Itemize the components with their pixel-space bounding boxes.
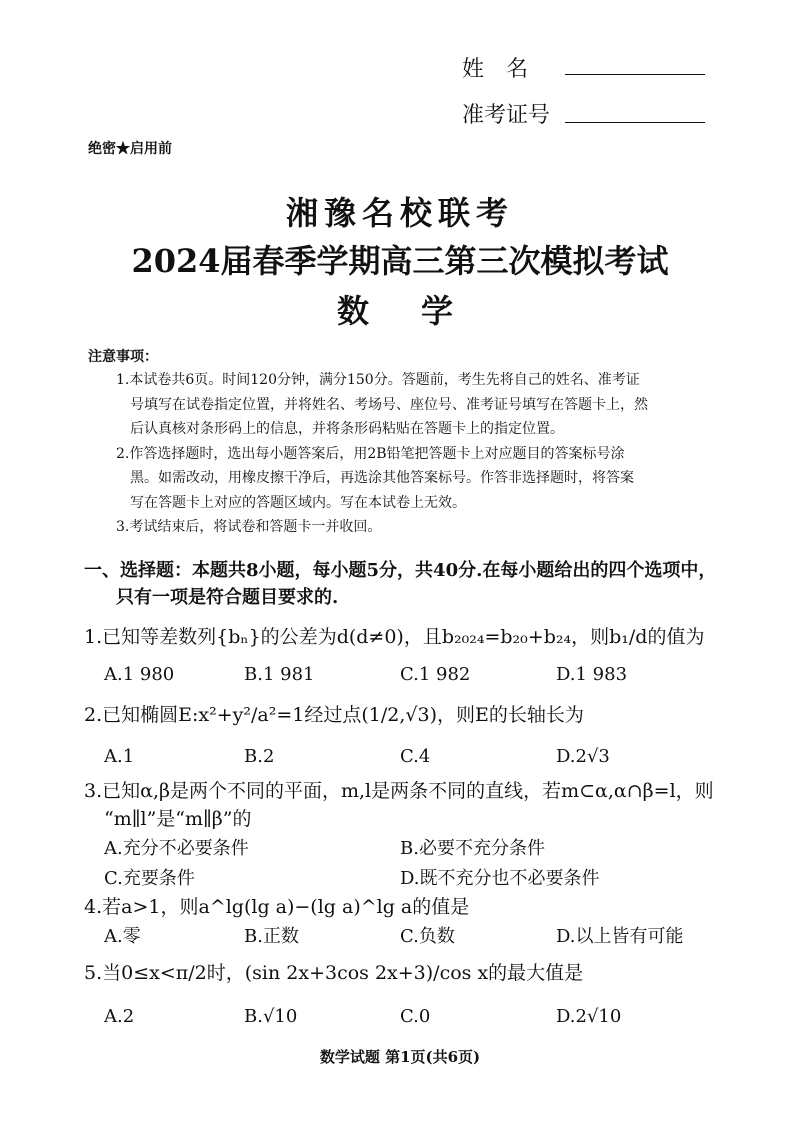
question-2-stem: 2.已知椭圆E:x²+y²/a²=1经过点(1/2,√3)，则E的长轴长为 xyxy=(84,704,584,726)
note-line: 号填写在试卷指定位置，并将姓名、考场号、座位号、准考证号填写在答题卡上，然 xyxy=(130,396,648,413)
q4-option-b[interactable]: B.正数 xyxy=(244,926,299,947)
q4-option-c[interactable]: C.负数 xyxy=(400,926,455,947)
question-1-stem: 1.已知等差数列{bₙ}的公差为d(d≠0)，且b₂₀₂₄=b₂₀+b₂₄，则b₁/d的值为 xyxy=(84,626,705,648)
notes-list xyxy=(116,368,648,540)
notes-heading: 注意事项： xyxy=(88,349,158,365)
q3-option-b[interactable]: B.必要不充分条件 xyxy=(400,838,545,859)
note-line: 1.本试卷共6页。时间120分钟，满分150分。答题前，考生先将自己的姓名、准考证 xyxy=(116,372,640,388)
page-footer: 数学试题 第1页(共6页) xyxy=(319,1048,481,1066)
q4-option-a[interactable]: A.零 xyxy=(104,926,141,947)
q3-option-c[interactable]: C.充要条件 xyxy=(104,868,195,889)
note-line: 写在答题卡上对应的答题区域内。写在本试卷上无效。 xyxy=(130,494,466,511)
name-label: 姓 名 xyxy=(462,57,529,82)
secret-mark: 绝密★启用前 xyxy=(88,141,172,157)
section-heading-cont: 只有一项是符合题目要求的. xyxy=(116,587,339,608)
q2-option-c[interactable]: C.4 xyxy=(400,746,431,767)
note-line: 黑。如需改动，用橡皮擦干净后，再选涂其他答案标号。作答非选择题时，将答案 xyxy=(130,470,634,486)
subject-title: 数 学 xyxy=(336,292,463,330)
q2-option-d[interactable]: D.2√3 xyxy=(556,746,610,767)
q2-option-b[interactable]: B.2 xyxy=(244,746,275,767)
q1-option-b[interactable]: B.1 981 xyxy=(244,664,315,685)
q1-option-a[interactable]: A.1 980 xyxy=(104,664,175,685)
exam-title: 2024届春季学期高三第三次模拟考试 xyxy=(131,242,669,280)
q1-option-d[interactable]: D.1 983 xyxy=(556,664,628,685)
q3-option-d[interactable]: D.既不充分也不必要条件 xyxy=(400,868,600,889)
question-5-stem: 5.当0≤x<π/2时，(sin 2x+3cos 2x+3)/cos x的最大值是 xyxy=(84,962,584,984)
section-heading: 一、选择题：本题共8小题，每小题5分，共40分.在每小题给出的四个选项中， xyxy=(84,560,717,581)
id-label: 准考证号 xyxy=(462,103,551,128)
q2-option-a[interactable]: A.1 xyxy=(104,746,135,767)
note-line: 3.考试结束后，将试卷和答题卡一并收回。 xyxy=(116,519,382,535)
q3-option-a[interactable]: A.充分不必要条件 xyxy=(104,838,249,859)
q1-option-c[interactable]: C.1 982 xyxy=(400,664,471,685)
q5-option-d[interactable]: D.2√10 xyxy=(556,1006,622,1027)
question-4-stem: 4.若a>1，则a^lg(lg a)−(lg a)^lg a的值是 xyxy=(84,896,470,918)
question-3-stem-cont: “m∥l”是“m∥β”的 xyxy=(104,808,252,830)
question-3-stem: 3.已知α,β是两个不同的平面，m,l是两条不同的直线，若m⊂α,α∩β=l，则 xyxy=(84,780,714,802)
q5-option-b[interactable]: B.√10 xyxy=(244,1006,298,1027)
q5-option-a[interactable]: A.2 xyxy=(104,1006,135,1027)
note-line: 2.作答选择题时，选出每小题答案后，用2B铅笔把答题卡上对应题目的答案标号涂 xyxy=(116,445,625,462)
q5-option-c[interactable]: C.0 xyxy=(400,1006,431,1027)
exam-union-title: 湘豫名校联考 xyxy=(285,194,514,232)
q4-option-d[interactable]: D.以上皆有可能 xyxy=(556,926,684,947)
id-field[interactable] xyxy=(565,98,705,123)
note-line: 后认真核对条形码上的信息，并将条形码粘贴在答题卡上的指定位置。 xyxy=(130,421,564,437)
name-field[interactable] xyxy=(565,50,705,75)
